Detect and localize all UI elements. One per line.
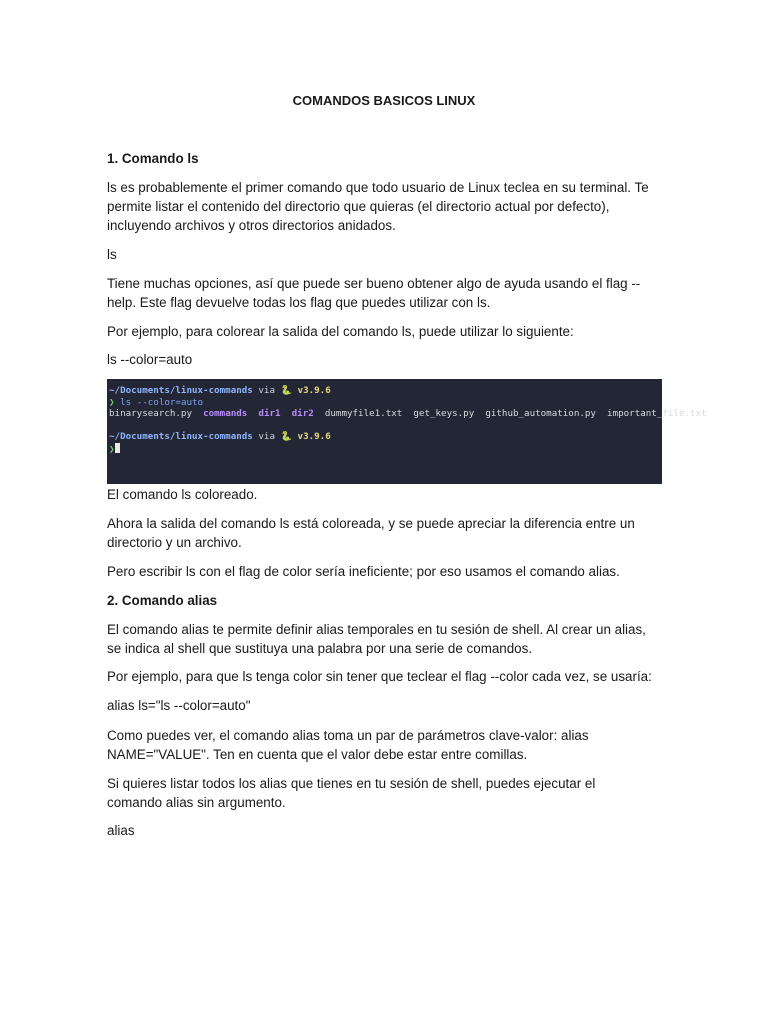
code-alias: alias — [107, 823, 135, 838]
terminal-entry-file: get_keys.py — [413, 408, 475, 419]
paragraph-alias-params: Como puedes ver, el comando alias toma un par de parámetros clave-valor: alias NAME="VALUE". Ten en cuenta que el valor debe estar entre comillas. — [107, 728, 589, 762]
terminal-entry-file: dummyfile1.txt — [324, 408, 403, 419]
terminal-entry-file: important_file.txt — [607, 408, 707, 419]
code-alias-ls: alias ls="ls --color=auto" — [107, 698, 251, 713]
paragraph-ls-intro: ls es probablemente el primer comando que todo usuario de Linux teclea en su terminal. Te permite listar el contenido del directorio que quieras (el directorio actual por defecto), incluyendo archivos y otros directorios anidados. — [107, 180, 649, 233]
paragraph-alias-example: Por ejemplo, para que ls tenga color sin tener que teclear el flag --color cada vez, se usaría: — [107, 669, 652, 684]
paragraph-ls-colored: Ahora la salida del comando ls está coloreada, y se puede apreciar la diferencia entre un directorio y un archivo. — [107, 516, 635, 550]
paragraph-alias-list-line1: Si quieres listar todos los alias que tienes en tu sesión de shell, puedes ejecutar el — [107, 776, 596, 791]
code-ls-color: ls --color=auto — [107, 352, 193, 367]
paragraph-alias-list-line2: comando alias sin argumento. — [107, 795, 286, 810]
code-ls: ls — [107, 247, 117, 262]
section-heading-alias: 2. Comando alias — [107, 593, 218, 608]
terminal-command: ls --color=auto — [120, 396, 204, 408]
python-icon: 🐍 — [280, 431, 292, 442]
terminal-line-4 — [109, 431, 331, 443]
terminal-entry-file: github_automation.py — [485, 408, 596, 419]
section-heading-ls: 1. Comando ls — [107, 151, 199, 166]
terminal-entry-dir: commands — [203, 408, 248, 419]
terminal-python-version: v3.9.6 — [297, 431, 331, 442]
terminal-path: ~/Documents/linux-commands — [109, 385, 253, 396]
terminal-python-version: v3.9.6 — [297, 385, 331, 396]
terminal-entry-file: binarysearch.py — [109, 408, 192, 419]
terminal-prompt: ❯ — [109, 396, 115, 408]
terminal-screenshot — [107, 379, 707, 484]
terminal-line-2 — [109, 397, 203, 409]
terminal-line-5 — [109, 443, 120, 456]
terminal-ls-output — [109, 408, 707, 420]
python-icon: 🐍 — [280, 385, 292, 396]
terminal-line-1 — [109, 385, 331, 397]
paragraph-alias-motivation: Pero escribir ls con el flag de color sería ineficiente; por eso usamos el comando alias. — [107, 564, 620, 579]
terminal-entry-dir: dir1 — [258, 408, 281, 419]
terminal-via: via — [258, 431, 275, 442]
terminal-via: via — [258, 385, 275, 396]
paragraph-alias-intro: El comando alias te permite definir alias temporales en tu sesión de shell. Al crear un alias, se indica al shell que sustituya una palabra por una serie de comandos. — [107, 622, 646, 656]
terminal-entry-dir: dir2 — [291, 408, 314, 419]
paragraph-ls-color: Por ejemplo, para colorear la salida del comando ls, puede utilizar lo siguiente: — [107, 324, 574, 339]
terminal-path: ~/Documents/linux-commands — [109, 431, 253, 442]
document-title: COMANDOS BASICOS LINUX — [292, 93, 476, 108]
paragraph-ls-help: Tiene muchas opciones, así que puede ser bueno obtener algo de ayuda usando el flag --help. Este flag devuelve todas los flag que puedes utilizar con ls. — [107, 276, 641, 310]
image-caption: El comando ls coloreado. — [107, 487, 258, 502]
terminal-prompt: ❯ — [109, 443, 115, 455]
terminal-cursor — [115, 443, 120, 453]
